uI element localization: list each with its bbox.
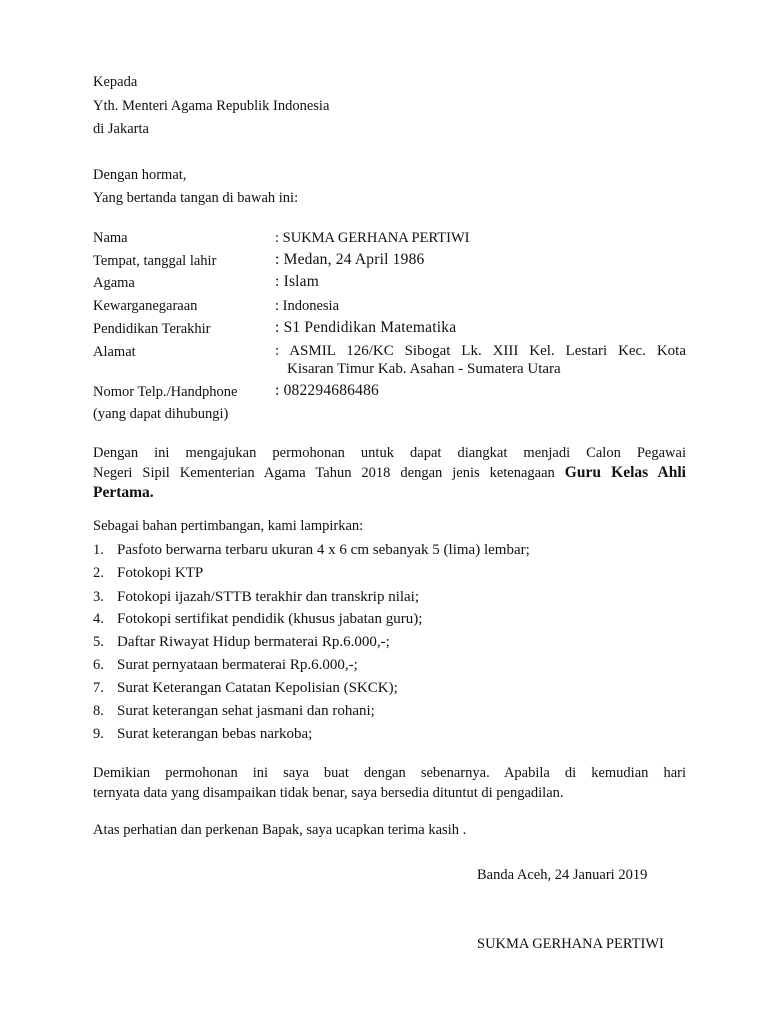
signer-intro: Yang bertanda tangan di bawah ini: (93, 190, 299, 206)
list-item (93, 633, 390, 651)
list-number: 1. (93, 542, 104, 558)
attachments-intro: Sebagai bahan pertimbangan, kami lampirkan: (93, 518, 364, 534)
recipient-place: di Jakarta (93, 121, 149, 137)
list-number: 6. (93, 657, 104, 673)
list-text: Fotokopi sertifikat pendidik (khusus jabatan guru); (117, 611, 423, 627)
nama-label: Nama (93, 230, 128, 246)
list-number: 7. (93, 680, 104, 696)
application-line-3 (93, 483, 686, 503)
application-line-2-text: Negeri Sipil Kementerian Agama Tahun 2018 dengan jenis ketenagaan (93, 465, 565, 481)
application-line-1: Dengan ini mengajukan permohonan untuk dapat diangkat menjadi Calon Pegawai (93, 445, 686, 461)
list-text: Daftar Riwayat Hidup bermaterai Rp.6.000,-; (117, 634, 390, 650)
thanks-line: Atas perhatian dan perkenan Bapak, saya ucapkan terima kasih . (93, 822, 467, 838)
list-number: 5. (93, 634, 104, 650)
list-text: Surat pernyataan bermaterai Rp.6.000,-; (117, 657, 358, 673)
nama-value: : SUKMA GERHANA PERTIWI (275, 230, 470, 246)
alamat-line-2: Kisaran Timur Kab. Asahan - Sumatera Utara (287, 361, 561, 377)
agama-value: : Islam (275, 273, 320, 290)
pendidikan-value: : S1 Pendidikan Matematika (275, 319, 457, 336)
kewarganegaraan-label: Kewarganegaraan (93, 298, 198, 314)
alamat-value (275, 342, 686, 378)
list-number: 9. (93, 726, 104, 742)
closing-line-1: Demikian permohonan ini saya buat dengan sebenarnya. Apabila di kemudian hari (93, 765, 686, 781)
position-title: Guru Kelas Ahli (564, 464, 686, 481)
pendidikan-label: Pendidikan Terakhir (93, 321, 211, 337)
telp-note: (yang dapat dihubungi) (93, 406, 229, 422)
application-paragraph (93, 443, 686, 503)
list-item (93, 725, 312, 743)
list-number: 8. (93, 703, 104, 719)
application-line-2 (93, 463, 686, 483)
list-item (93, 610, 422, 628)
list-text: Fotokopi ijazah/STTB terakhir dan transkrip nilai; (117, 589, 420, 605)
list-item (93, 541, 530, 559)
list-item (93, 564, 203, 582)
alamat-line-1: : ASMIL 126/KC Sibogat Lk. XIII Kel. Lestari Kec. Kota (275, 343, 686, 359)
alamat-label: Alamat (93, 344, 136, 360)
position-title-cont: Pertama. (93, 484, 154, 501)
list-number: 4. (93, 611, 104, 627)
telp-label: Nomor Telp./Handphone (93, 384, 238, 400)
list-item (93, 702, 375, 720)
list-number: 3. (93, 589, 104, 605)
list-item (93, 588, 419, 606)
list-text: Surat Keterangan Catatan Kepolisian (SKCK); (117, 680, 398, 696)
list-item (93, 679, 398, 697)
kewarganegaraan-value: : Indonesia (275, 298, 340, 314)
agama-label: Agama (93, 275, 135, 291)
place-date: Banda Aceh, 24 Januari 2019 (477, 867, 648, 883)
list-item (93, 656, 358, 674)
list-text: Surat keterangan bebas narkoba; (117, 726, 313, 742)
telp-value: : 082294686486 (275, 382, 379, 399)
signer-name: SUKMA GERHANA PERTIWI (477, 936, 664, 952)
ttl-value: : Medan, 24 April 1986 (275, 251, 425, 268)
list-text: Pasfoto berwarna terbaru ukuran 4 x 6 cm sebanyak 5 (lima) lembar; (117, 542, 530, 558)
closing-line-2: ternyata data yang disampaikan tidak benar, saya bersedia dituntut di pengadilan. (93, 785, 564, 801)
recipient-kepada: Kepada (93, 74, 138, 90)
list-text: Fotokopi KTP (117, 565, 204, 581)
ttl-label: Tempat, tanggal lahir (93, 253, 217, 269)
list-text: Surat keterangan sehat jasmani dan rohani; (117, 703, 375, 719)
greeting-line: Dengan hormat, (93, 167, 187, 183)
recipient-name: Yth. Menteri Agama Republik Indonesia (93, 98, 330, 114)
closing-paragraph (93, 763, 686, 803)
list-number: 2. (93, 565, 104, 581)
